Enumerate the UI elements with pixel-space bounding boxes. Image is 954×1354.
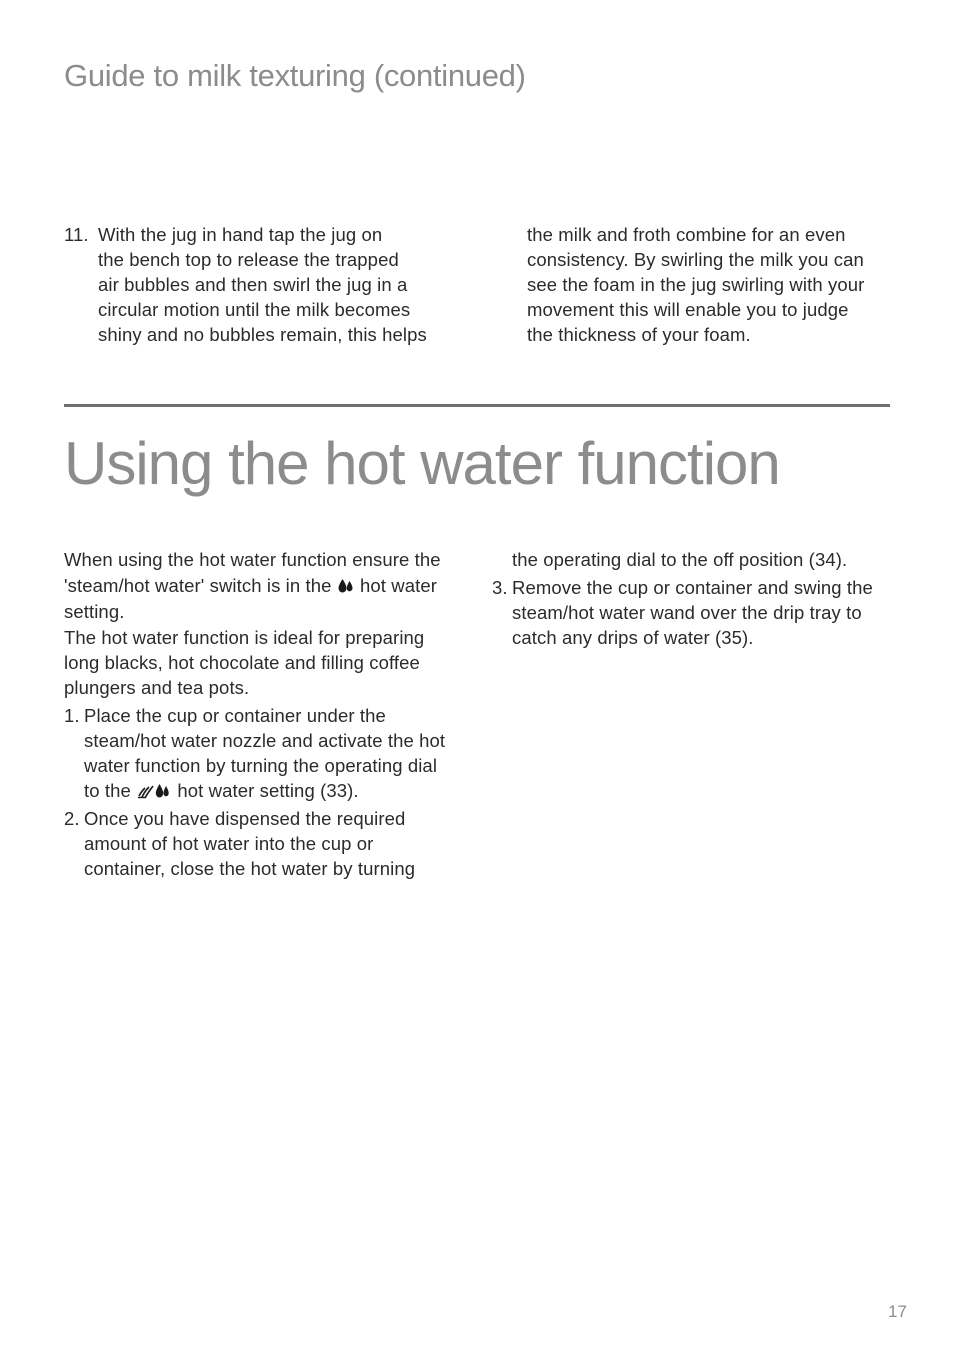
ideal-line: plungers and tea pots. — [64, 677, 250, 698]
step-2-number: 2. — [64, 808, 80, 829]
step-11-number: 11. — [64, 224, 89, 245]
step-11-line: movement this will enable you to judge — [527, 299, 849, 320]
step-3-number: 3. — [492, 577, 508, 598]
step-1: 1. Place the cup or container under the steam/hot water nozzle and activate the hot water function by turning the operating dial to the hot water setting (33). — [64, 705, 446, 801]
step-11-line: air bubbles and then swirl the jug in a — [98, 274, 408, 295]
step-3: 3. Remove the cup or container and swing the steam/hot water wand over the drip tray to catch any drips of water (35). — [492, 577, 873, 648]
intro-line: setting. — [64, 601, 125, 622]
step-11-left-column — [64, 222, 464, 347]
water-drops-icon — [337, 577, 355, 595]
section-divider — [64, 404, 890, 407]
continued-subtitle: Guide to milk texturing (continued) — [64, 58, 526, 93]
step-11-line: circular motion until the milk becomes — [98, 299, 411, 320]
ideal-line: The hot water function is ideal for preparing — [64, 627, 425, 648]
step-2: 2. Once you have dispensed the required amount of hot water into the cup or container, close the hot water by turning — [64, 808, 416, 879]
step-11-line: With the jug in hand tap the jug on — [98, 224, 383, 245]
intro-line: When using the hot water function ensure the — [64, 549, 441, 570]
step-11-line: the bench top to release the trapped — [98, 249, 399, 270]
step-1-number: 1. — [64, 705, 80, 726]
section-title: Using the hot water function — [64, 430, 780, 497]
step-2-continued: the operating dial to the off position (34). — [512, 549, 848, 570]
step-11-line: the milk and froth combine for an even — [527, 224, 846, 245]
steam-water-icon — [136, 782, 172, 800]
page-number: 17 — [888, 1302, 907, 1321]
section-right-column — [492, 547, 902, 650]
section-left-column — [64, 547, 474, 881]
step-11-line: consistency. By swirling the milk you can — [527, 249, 864, 270]
intro-line: 'steam/hot water' switch is in the hot water — [64, 575, 438, 596]
ideal-line: long blacks, hot chocolate and filling coffee — [64, 652, 420, 673]
step-11-line: see the foam in the jug swirling with your — [527, 274, 865, 295]
step-11-line: shiny and no bubbles remain, this helps — [98, 324, 427, 345]
step-11-line: the thickness of your foam. — [527, 324, 751, 345]
step-11 — [64, 222, 464, 347]
step-11-right-column — [527, 222, 907, 347]
